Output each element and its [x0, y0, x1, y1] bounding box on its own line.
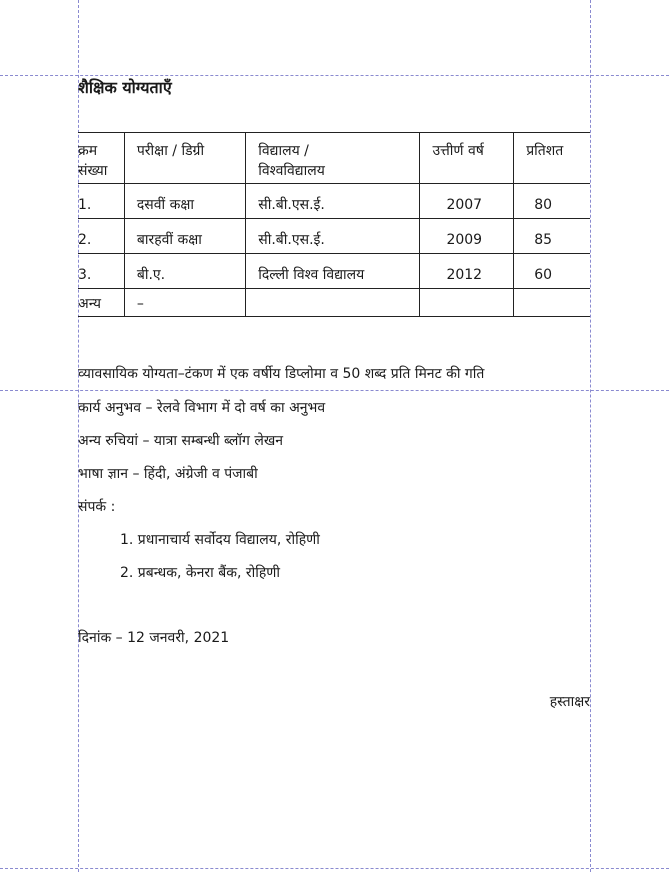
cell-serial: अन्य — [78, 289, 124, 317]
cell-year: 2007 — [420, 184, 514, 219]
signature-label: हस्ताक्षर — [549, 694, 590, 710]
cell-exam: बारहवीं कक्षा — [124, 219, 245, 254]
cell-year: 2012 — [420, 254, 514, 289]
cell-institution: दिल्ली विश्व विद्यालय — [246, 254, 420, 289]
header-percent: प्रतिशत — [514, 133, 590, 184]
cell-year: 2009 — [420, 219, 514, 254]
cell-serial: 3. — [78, 254, 124, 289]
date-line: दिनांक – 12 जनवरी, 2021 — [78, 630, 230, 646]
cell-exam: बी.ए. — [124, 254, 245, 289]
other-interests: अन्य रुचियां – यात्रा सम्बन्धी ब्लॉग लेखन — [78, 433, 284, 449]
header-serial: क्रम संख्या — [78, 133, 124, 184]
margin-guide-bottom — [0, 868, 669, 869]
cell-serial: 2. — [78, 219, 124, 254]
contact-label: संपर्क : — [78, 499, 116, 515]
cell-exam: – — [124, 289, 245, 317]
cell-percent — [514, 289, 590, 317]
cell-institution — [246, 289, 420, 317]
page-break-guide — [0, 390, 669, 391]
cell-exam: दसवीं कक्षा — [124, 184, 245, 219]
work-experience: कार्य अनुभव – रेलवे विभाग में दो वर्ष का अनुभव — [78, 400, 326, 416]
reference-item: 1. प्रधानाचार्य सर्वोदय विद्यालय, रोहिणी — [120, 532, 320, 548]
cell-percent: 85 — [514, 219, 590, 254]
header-year: उत्तीर्ण वर्ष — [420, 133, 514, 184]
table-row — [78, 289, 590, 317]
table-row — [78, 184, 590, 219]
professional-qualification: व्यावसायिक योग्यता–टंकण में एक वर्षीय डिप्लोमा व 50 शब्द प्रति मिनट की गति — [78, 366, 485, 382]
cell-percent: 60 — [514, 254, 590, 289]
education-table — [78, 132, 590, 317]
cell-institution: सी.बी.एस.ई. — [246, 184, 420, 219]
language-knowledge: भाषा ज्ञान – हिंदी, अंग्रेजी व पंजाबी — [78, 466, 258, 482]
cell-institution: सी.बी.एस.ई. — [246, 219, 420, 254]
table-header-row — [78, 133, 590, 184]
section-heading: शैक्षिक योग्यताएँ — [78, 78, 172, 97]
header-exam: परीक्षा / डिग्री — [124, 133, 245, 184]
cell-percent: 80 — [514, 184, 590, 219]
reference-item: 2. प्रबन्धक, केनरा बैंक, रोहिणी — [120, 565, 281, 581]
margin-guide-right — [590, 0, 591, 872]
cell-serial: 1. — [78, 184, 124, 219]
header-institution: विद्यालय / विश्वविद्यालय — [246, 133, 420, 184]
table-row — [78, 254, 590, 289]
table-row — [78, 219, 590, 254]
cell-year — [420, 289, 514, 317]
